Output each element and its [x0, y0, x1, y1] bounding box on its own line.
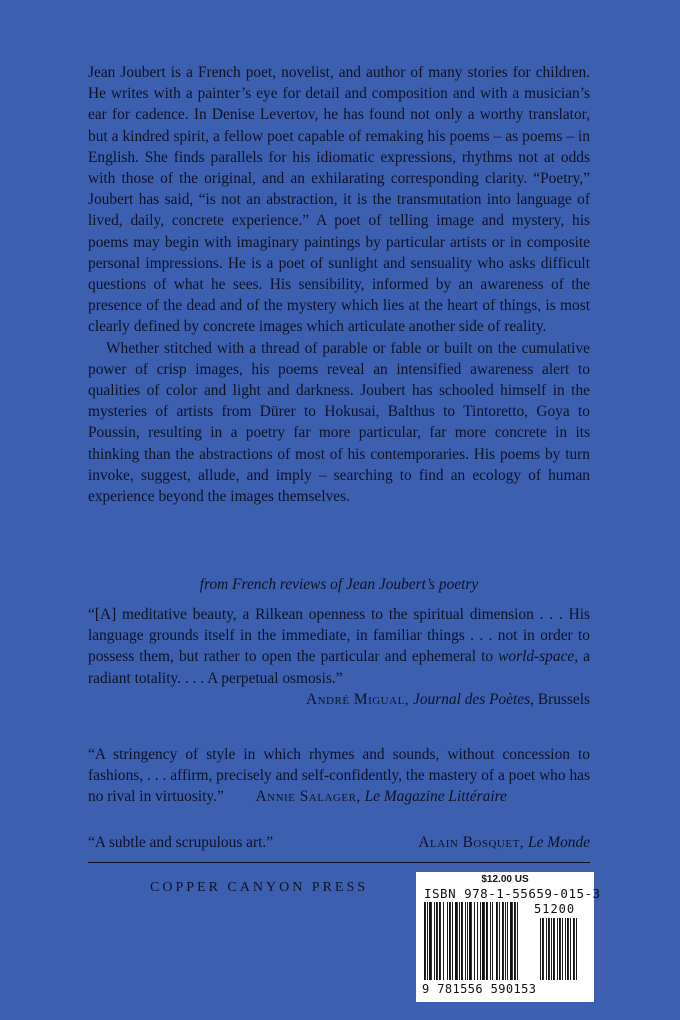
- review-3-text: “A subtle and scrupulous art.”: [88, 834, 274, 851]
- publisher-name: COPPER CANYON PRESS: [150, 880, 369, 895]
- review-1-quote-part: “[A] meditative beauty, a Rilkean openness to the spiritual dimension . . . His language grounds itself in the immediate, in familiar things . . . not in order to possess them, but rather to open the particular and ephemeral to: [88, 606, 590, 666]
- ean-number: 9 781556 590153: [422, 982, 537, 996]
- review-quote-3: [88, 832, 590, 853]
- review-2-author: Annie Salager,: [255, 788, 361, 806]
- review-1-text: [88, 604, 590, 689]
- review-3-attribution: [418, 832, 590, 853]
- review-3-author: Alain Bosquet,: [418, 834, 525, 851]
- price-label: $12.00 US: [481, 874, 529, 885]
- addon-code: 51200: [534, 902, 576, 916]
- barcode-icon: [422, 902, 588, 982]
- review-1-author: André Migual,: [305, 690, 410, 708]
- divider-rule: [88, 862, 590, 863]
- blurb-paragraph-1: Jean Joubert is a French poet, novelist, and author of many stories for children. He writes with a painter’s eye for detail and composition and with a musician’s ear for cadence. In Denise Levertov, he has found not only a worthy translator, but a kindred spirit, a fellow poet capable of remaking his poems – as poems – in English. She finds parallels for his idiomatic expressions, rhythms not at odds with those of the original, and an exhilarating corresponding clarity. “Poetry,” Joubert has said, “is not an abstraction, it is the transmutation into language of lived, daily, concrete experience.” A poet of telling image and mystery, his poems may begin with imaginary paintings by particular artists or in composite personal impressions. He is a poet of sunlight and sensuality who asks difficult questions of what he sees. His sensibility, informed by an awareness of the presence of the dead and of the mystery which lies at the heart of things, is most clearly defined by concrete images which articulate another side of reality.: [88, 64, 590, 336]
- review-quote-1: [88, 604, 590, 710]
- blurb-paragraph-2: Whether stitched with a thread of parable or fable or built on the cumulative power of crisp images, his poems reveal an intensified awareness alert to qualities of color and light and darkness. Joubert has schooled himself in the mysteries of artists from Dürer to Hokusai, Balthus to Tintoretto, Goya to Poussin, resulting in a poetry far more particular, far more concrete in its thinking than the abstractions of most of his contemporaries. His poems by turn invoke, suggest, allude, and imply – searching to find an ecology of human experience beyond the images themselves.: [88, 339, 590, 506]
- review-1-quote-italic: world-space,: [498, 648, 579, 666]
- review-1-attribution: [88, 689, 590, 710]
- review-1-publication: Journal des Poètes,: [413, 690, 534, 708]
- review-quote-2: [88, 744, 590, 808]
- barcode-panel: [416, 872, 601, 1002]
- isbn-label: ISBN 978-1-55659-015-3: [424, 886, 601, 901]
- review-2-text: “A stringency of style in which rhymes and sounds, without concession to fashions, . . . affirm, precisely and self-confidently, the mastery of a poet who has no rival in virtuosity.”: [88, 746, 590, 806]
- review-1-quote-end: a radiant totality. . . . A perpetual osmosis.”: [88, 648, 590, 687]
- review-2-publication: Le Magazine Littéraire: [364, 788, 507, 806]
- reviews-source-line: from French reviews of Jean Joubert’s poetry: [199, 576, 479, 593]
- book-blurb: [88, 62, 590, 507]
- review-1-place: Brussels: [537, 690, 590, 708]
- review-3-publication: Le Monde: [528, 834, 590, 851]
